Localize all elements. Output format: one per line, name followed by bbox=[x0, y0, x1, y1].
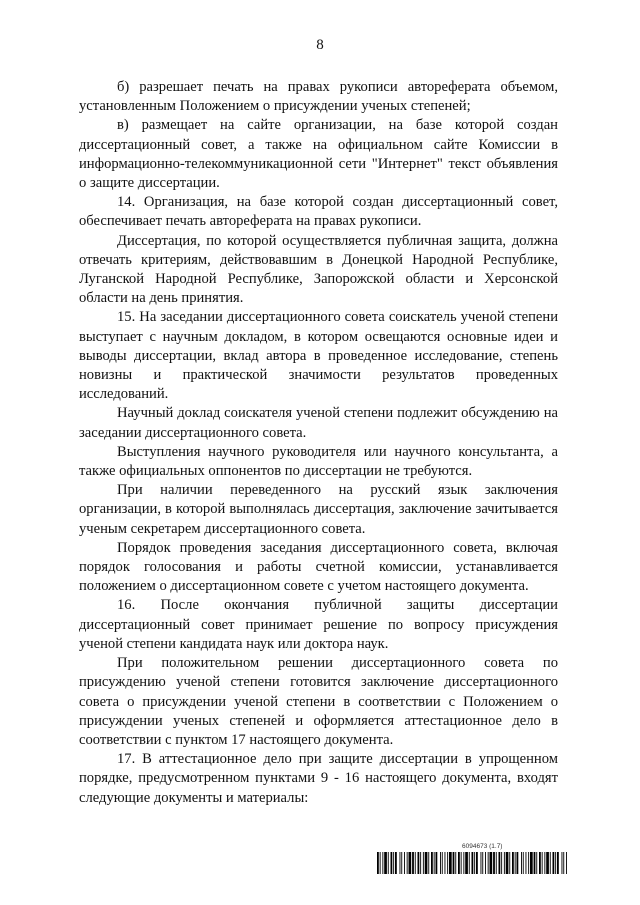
paragraph: 15. На заседании диссертационного совета соискатель ученой степени выступает с научным докладом, в котором освещаются основные идеи и выводы диссертации, вклад автора в проведенное исследование, степень новизны и практической значимости результатов проведенных исследований. bbox=[79, 309, 558, 403]
paragraph: 17. В аттестационное дело при защите диссертации в упрощенном порядке, предусмотренном пунктами 9 - 16 настоящего документа, входят следующие документы и материалы: bbox=[79, 751, 558, 806]
paragraph: б) разрешает печать на правах рукописи автореферата объемом, установленным Положением о присуждении ученых степеней; bbox=[79, 79, 558, 115]
paragraph: При наличии переведенного на русский язык заключения организации, в которой выполнялась диссертация, заключение зачитывается ученым секретарем диссертационного совета. bbox=[79, 482, 558, 537]
paragraph: Порядок проведения заседания диссертационного совета, включая порядок голосования и работы счетной комиссии, устанавливается положением о диссертационном совете с учетом настоящего документа. bbox=[79, 539, 558, 595]
paragraph: При положительном решении диссертационного совета по присуждению ученой степени готовится заключение диссертационного совета о присуждении ученой степени в соответствии с Положением о присуждении ученых степеней и оформляется аттестационное дело в соответствии с пунктом 17 настоящего документа. bbox=[79, 655, 558, 748]
document-body bbox=[79, 78, 558, 808]
page-number: 8 bbox=[316, 37, 324, 53]
paragraph: Выступления научного руководителя или научного консультанта, а также официальных оппонентов по диссертации не требуются. bbox=[79, 443, 558, 480]
paragraph: 14. Организация, на базе которой создан диссертационный совет, обеспечивает печать автореферата на правах рукописи. bbox=[79, 194, 558, 230]
paragraph: 16. После окончания публичной защиты диссертации диссертационный совет принимает решение по вопросу присуждения ученой степени кандидата наук или доктора наук. bbox=[79, 597, 558, 652]
paragraph: Диссертация, по которой осуществляется публичная защита, должна отвечать критериям, действовавшим в Донецкой Народной Республике, Луганской Народной Республике, Запорожской области и Херсонской области на день принятия. bbox=[79, 232, 558, 307]
paragraph: в) размещает на сайте организации, на базе которой создан диссертационный совет, а также на официальном сайте Комиссии в информационно-телекоммуникационной сети "Интернет" текст объявления о защите диссертации. bbox=[79, 117, 558, 192]
paragraph: Научный доклад соискателя ученой степени подлежит обсуждению на заседании диссертационного совета. bbox=[79, 405, 558, 441]
barcode-icon bbox=[377, 852, 567, 874]
document-code: 6094673 (1.7) bbox=[462, 843, 503, 850]
